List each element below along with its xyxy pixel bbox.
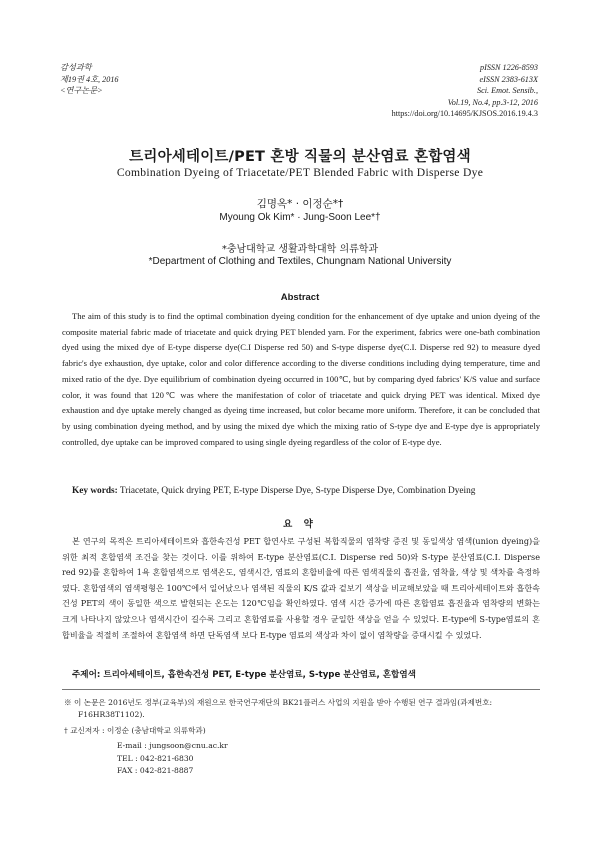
fax: FAX : 042-821-8887 — [117, 766, 194, 776]
journal-abbrev: Sci. Emot. Sensib., — [477, 86, 538, 95]
corresponding-mark: † — [64, 726, 68, 735]
affiliation-en: *Department of Clothing and Textiles, Chungnam National University — [148, 256, 452, 267]
funding-footnote — [64, 697, 540, 721]
authors-ko: 김명옥* · 이정순*† — [256, 198, 344, 210]
keywords — [72, 486, 542, 496]
email[interactable]: E-mail : jungsoon@cnu.ac.kr — [117, 741, 228, 750]
volume-pages: Vol.19, No.4, pp.3-12, 2016 — [447, 97, 538, 107]
summary-body-ko: 본 연구의 목적은 트리아세테이트와 흡한속건성 PET 합연사로 구성된 복합직물의 염착량 증진 및 동일색상 염색(union dyeing)을 위한 최적 혼합염색 조건을 찾는 것이다. 이를 위하여 E-type 분산염료(C.I. Disperse red 50)와 S-type 분산염료(C.I. Disperse red 92)를 혼합하여 1욕 혼합염색으로 염색온도, 염색시간, 염료의 혼합비율에 따른 염색직물의 흡진율, 염착율, 색상 및 색차를 측정하였다. 혼합염색의 염색평형은 100℃에서 일어났으나 염색된 직물의 K/S 값과 겉보기 색상을 비교해보았을 때 트리아세테이트와 흡한속건성 PET의 색이 동일한 색으로 발현되는 온도는 120℃임을 확인하였다. 염색 시간 증가에 따른 혼합염료 흡진율과 염착량의 변화는 크게 나타나지 않았으나 염색시간이 길수록 그리고 혼합염료를 사용할 경우 균일한 색상을 얻을 수 있었다. E-type에 S-type염료의 혼합비율을 적절히 조절하여 혼합염색 하면 단독염색 보다 E-type 염료의 색상과 차이 없이 염착량을 증대시킬 수 있었다. — [62, 536, 540, 640]
contact-info — [117, 740, 228, 778]
summary-heading-ko: 요 약 — [283, 519, 317, 530]
paper-title-en: Combination Dyeing of Triacetate/PET Blended Fabric with Disperse Dye — [116, 166, 484, 179]
telephone: TEL : 042-821-6830 — [117, 753, 194, 763]
journal-header-left — [60, 62, 119, 97]
funding-mark: ※ — [64, 698, 72, 707]
abstract-body: The aim of this study is to find the optimal combination dyeing condition for the enhancement of dye uptake and union dyeing of the composite material fabric made of triacetate and quick drying PET blended yarn. For the experiment, fabrics were one-bath combination dyed using the mixed dye of E-type disperse dye(C.I Disperse red 50) and S-type disperse dye(C.I. Disperse red 92) to measure dyed fabric's dye exhaustion, dye uptake, color and color difference according to the diverse conditions including dying temperature, time and mixed ratio of the dye. Dye equilibrium of combination dyeing occurred in 100℃, but by comparing dyed fabrics' K/S value and surface color, it was found that 120℃ was where the manifestation of color of triacetate and quick drying PET was identical. Mixed dye exhaustion and dye uptake merely changed as dyeing time increased, but color became more uniform. Therefore, it can be concluded that by using combination dyeing method, and by using the mixed dye which the mixing ratio of S-type dye and E-type dye is appropriately controlled, dye uptake can be improved compared to using single dyeing regardless of the color of E-type dye. — [62, 311, 540, 447]
article-type: <연구논문> — [60, 86, 103, 95]
keywords-label: Key words: — [72, 486, 118, 496]
doi-link[interactable]: https://doi.org/10.14695/KJSOS.2016.19.4.3 — [391, 109, 538, 118]
corresponding-footnote — [64, 725, 540, 737]
funding-grant-number: F16HR38T1102). — [78, 710, 145, 720]
footnote-divider — [62, 689, 540, 690]
keywords-ko: 주제어: 트리아세테이트, 흡한속건성 PET, E-type 분산염료, S-type 분산염료, 혼합염색 — [72, 670, 416, 680]
corresponding-author: 교신저자 : 이정순 (충남대학교 의류학과) — [70, 726, 206, 735]
abstract-heading: Abstract — [280, 292, 320, 303]
authors-en: Myoung Ok Kim* · Jung-Soon Lee*† — [219, 212, 381, 223]
paper-title-ko: 트리아세테이트/PET 혼방 직물의 분산염료 혼합염색 — [129, 149, 471, 165]
journal-header-right — [392, 62, 538, 120]
journal-name-ko: 감성과학 — [60, 63, 92, 72]
affiliation-ko: *충남대학교 생활과학대학 의류학과 — [221, 244, 379, 255]
keywords-text: Triacetate, Quick drying PET, E-type Disperse Dye, S-type Disperse Dye, Combination Dyeing — [119, 486, 476, 496]
funding-text: 이 논문은 2016년도 정부(교육부)의 재원으로 한국연구재단의 BK21플러스 사업의 지원을 받아 수행된 연구 결과임(과제번호: — [74, 698, 493, 707]
pissn: pISSN 1226-8593 — [480, 63, 538, 72]
journal-volume-ko: 제19권 4호, 2016 — [60, 74, 119, 84]
eissn: eISSN 2383-613X — [479, 74, 538, 84]
